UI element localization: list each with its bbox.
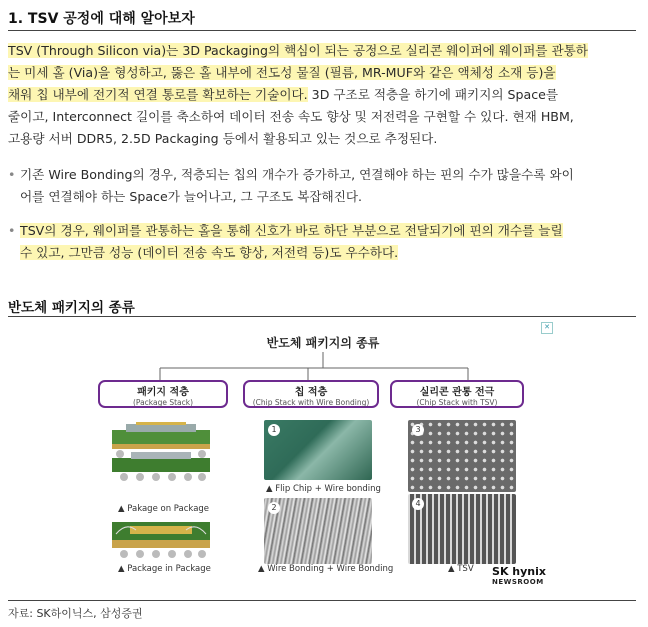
logo-sub: NEWSROOM (492, 578, 544, 586)
flip-chip-photo (264, 420, 372, 480)
tree-connector-lines (88, 324, 558, 384)
section-underline (8, 316, 636, 317)
photo-number: 2 (268, 502, 280, 514)
paragraph-line: 3D 구조로 적층을 하기에 패키지의 Space를 (307, 87, 559, 102)
figure-section-title: 반도체 패키지의 종류 (8, 300, 135, 316)
category-sub: (Package Stack) (132, 398, 194, 407)
photo-number: 1 (268, 424, 280, 436)
category-package-stack (98, 380, 228, 408)
highlighted-line: 채워 칩 내부에 전기적 연결 통로를 확보하는 기술이다. (8, 87, 308, 102)
caption-tsv: ▲ TSV (448, 564, 474, 574)
caption-flip-chip: ▲ Flip Chip + Wire bonding (266, 484, 381, 494)
close-icon[interactable]: ✕ (541, 322, 553, 334)
paragraph-line: 고용량 서버 DDR5, 2.5D Packaging 등에서 활용되고 있는 것으로 추정된다. (8, 131, 438, 146)
title-underline (8, 30, 636, 31)
caption-wire-bonding: ▲ Wire Bonding + Wire Bonding (258, 564, 394, 574)
category-name: 패키지 적층 (137, 387, 189, 398)
bullet-line: 기존 Wire Bonding의 경우, 적층되는 칩의 개수가 증가하고, 연결해야 하는 핀의 수가 많을수록 와이 (20, 167, 574, 182)
highlighted-line: TSV (Through Silicon via)는 3D Packaging의 핵심이 되는 공정으로 실리콘 웨이퍼에 웨이퍼를 관통하 (8, 43, 588, 58)
tsv-photo-1 (408, 420, 516, 492)
intro-paragraph (8, 40, 638, 150)
package-on-package-image (106, 422, 216, 492)
category-chip-stack (243, 380, 379, 408)
highlighted-line: 수 있고, 그만큼 성능 (데이터 전송 속도 향상, 저전력 등)도 우수하다. (20, 245, 399, 260)
category-sub: (Chip Stack with TSV) (416, 398, 498, 407)
photo-number: 3 (412, 424, 424, 436)
section-title: 1. TSV 공정에 대해 알아보자 (8, 11, 195, 27)
bullet-dot: • (8, 167, 16, 182)
category-name: 칩 적층 (294, 387, 328, 398)
caption-pop: ▲ Pakage on Package (118, 504, 210, 514)
figure-title: 반도체 패키지의 종류 (266, 336, 380, 350)
source-note: 자료: SK하이닉스, 삼성증권 (8, 607, 143, 620)
figure-bottom-rule (8, 600, 636, 601)
tsv-photo-2 (408, 494, 516, 564)
bullet-tsv (8, 220, 638, 264)
highlighted-line: 는 미세 홀 (Via)을 형성하고, 뚫은 홀 내부에 전도성 물질 (필름, MR-MUF와 같은 액체성 소재 등)을 (8, 65, 556, 80)
paragraph-line: 줄이고, Interconnect 길이를 축소하여 데이터 전송 속도 향상 및 저전력을 구현할 수 있다. 현재 HBM, (8, 109, 574, 124)
category-name: 실리콘 관통 전극 (419, 387, 495, 398)
bullet-dot: • (8, 223, 16, 238)
highlighted-line: TSV의 경우, 웨이퍼를 관통하는 홀을 통해 신호가 바로 하단 부분으로 전달되기에 핀의 개수를 늘릴 (20, 223, 563, 238)
logo-main: SK hynix (492, 565, 546, 578)
category-sub: (Chip Stack with Wire Bonding) (252, 398, 370, 407)
bullet-wire-bonding (8, 164, 638, 208)
bullet-line: 어를 연결해야 하는 Space가 늘어나고, 그 구조도 복잡해진다. (20, 189, 363, 204)
category-tsv (390, 380, 524, 408)
package-in-package-image (106, 520, 216, 566)
caption-pip: ▲ Package in Package (118, 564, 211, 574)
photo-number: 4 (412, 498, 424, 510)
wire-bonding-photo (264, 498, 372, 564)
package-types-figure (88, 324, 558, 594)
sk-hynix-logo (492, 565, 546, 586)
